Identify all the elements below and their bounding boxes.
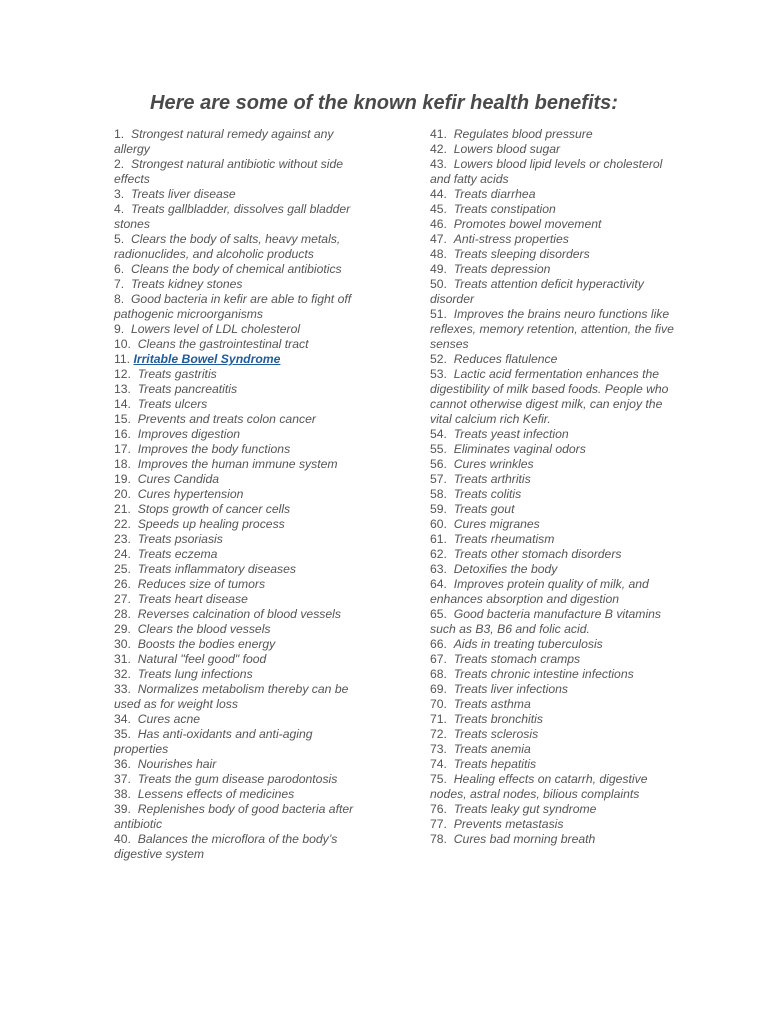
benefit-item (430, 772, 682, 802)
benefit-item (114, 802, 366, 832)
benefit-text: Reverses calcination of blood vessels (137, 607, 341, 621)
benefit-text: Treats gout (453, 502, 515, 516)
benefit-number: 1. (114, 127, 125, 141)
benefit-item (114, 202, 366, 232)
benefit-number: 72. (430, 727, 447, 741)
benefit-number: 8. (114, 292, 125, 306)
benefit-item (430, 142, 682, 157)
benefit-text: Treats kidney stones (130, 277, 243, 291)
benefit-item (430, 607, 682, 637)
benefit-number: 38. (114, 787, 131, 801)
benefit-text: Treats liver infections (453, 682, 568, 696)
benefit-number: 47. (430, 232, 447, 246)
benefit-text: Normalizes metabolism thereby can be used as for weight loss (114, 682, 349, 711)
benefit-number: 45. (430, 202, 447, 216)
benefit-item (430, 532, 682, 547)
benefit-number: 15. (114, 412, 131, 426)
benefit-item (114, 322, 366, 337)
benefit-text: Improves digestion (137, 427, 241, 441)
benefit-item (114, 757, 366, 772)
benefit-number: 4. (114, 202, 125, 216)
benefit-item (114, 832, 366, 862)
benefit-text: Treats arthritis (453, 472, 531, 486)
benefit-text: Cures bad morning breath (453, 832, 596, 846)
benefit-item (114, 577, 366, 592)
benefit-text: Balances the microflora of the body’s digestive system (114, 832, 338, 861)
benefit-text: Eliminates vaginal odors (453, 442, 586, 456)
benefit-item (430, 832, 682, 847)
benefit-item (114, 517, 366, 532)
benefit-text: Treats sleeping disorders (453, 247, 590, 261)
benefit-item (430, 187, 682, 202)
benefit-text: Good bacteria in kefir are able to fight off pathogenic microorganisms (114, 292, 352, 321)
benefit-item (430, 517, 682, 532)
benefit-number: 16. (114, 427, 131, 441)
benefit-item (430, 157, 682, 187)
benefit-text: Cures migranes (453, 517, 540, 531)
benefit-number: 75. (430, 772, 447, 786)
benefit-number: 3. (114, 187, 125, 201)
benefit-number: 12. (114, 367, 131, 381)
benefit-number: 20. (114, 487, 131, 501)
benefit-item (430, 277, 682, 307)
benefit-number: 65. (430, 607, 447, 621)
benefit-number: 43. (430, 157, 447, 171)
benefit-item (114, 412, 366, 427)
benefit-text: Treats colitis (453, 487, 522, 501)
benefit-number: 67. (430, 652, 447, 666)
benefit-item (114, 367, 366, 382)
benefit-item (114, 712, 366, 727)
benefit-item (114, 607, 366, 622)
benefit-text: Treats rheumatism (453, 532, 555, 546)
benefit-text: Speeds up healing process (137, 517, 285, 531)
benefit-number: 14. (114, 397, 131, 411)
benefit-number: 11. (114, 352, 131, 366)
benefit-number: 58. (430, 487, 447, 501)
benefit-text: Treats constipation (453, 202, 556, 216)
benefit-item (114, 652, 366, 667)
benefit-text: Treats hepatitis (453, 757, 537, 771)
benefit-number: 17. (114, 442, 131, 456)
benefit-text: Treats the gum disease parodontosis (137, 772, 338, 786)
benefit-number: 56. (430, 457, 447, 471)
benefit-number: 46. (430, 217, 447, 231)
benefit-item (430, 427, 682, 442)
benefit-number: 2. (114, 157, 125, 171)
benefit-text: Reduces flatulence (453, 352, 558, 366)
benefit-item (430, 682, 682, 697)
benefit-text: Lowers blood lipid levels or cholesterol and fatty acids (430, 157, 663, 186)
benefit-number: 66. (430, 637, 447, 651)
benefit-number: 37. (114, 772, 131, 786)
benefit-text: Treats gastritis (137, 367, 217, 381)
benefit-number: 52. (430, 352, 447, 366)
benefit-item (430, 472, 682, 487)
benefit-text: Treats anemia (453, 742, 531, 756)
benefit-item (114, 397, 366, 412)
benefit-number: 62. (430, 547, 447, 561)
benefit-item (430, 502, 682, 517)
benefit-item (430, 202, 682, 217)
benefit-text: Treats leaky gut syndrome (453, 802, 597, 816)
benefit-item (114, 727, 366, 757)
benefit-text: Prevents metastasis (453, 817, 564, 831)
benefit-item (430, 742, 682, 757)
benefit-text: Treats chronic intestine infections (453, 667, 634, 681)
benefits-list-right (430, 127, 682, 847)
benefit-item (430, 232, 682, 247)
benefit-text: Treats asthma (453, 697, 531, 711)
benefit-number: 74. (430, 757, 447, 771)
benefit-number: 40. (114, 832, 131, 846)
benefit-item (430, 757, 682, 772)
benefit-number: 68. (430, 667, 447, 681)
benefit-item (430, 712, 682, 727)
benefit-text: Treats bronchitis (453, 712, 543, 726)
benefit-number: 59. (430, 502, 447, 516)
benefit-number: 76. (430, 802, 447, 816)
benefit-text: Treats yeast infection (453, 427, 569, 441)
benefit-number: 25. (114, 562, 131, 576)
benefit-item (430, 577, 682, 607)
benefit-text: Prevents and treats colon cancer (137, 412, 316, 426)
benefit-text: Improves the brains neuro functions like reflexes, memory retention, attention, the five senses (430, 307, 674, 351)
benefit-text: Treats ulcers (137, 397, 208, 411)
page-title: Here are some of the known kefir health benefits: (150, 92, 618, 114)
benefit-item (114, 352, 366, 367)
benefit-text: Treats attention deficit hyperactivity disorder (430, 277, 644, 306)
benefit-item (114, 682, 366, 712)
benefit-text: Natural "feel good" food (137, 652, 267, 666)
benefit-number: 39. (114, 802, 131, 816)
benefit-item (114, 532, 366, 547)
benefit-text: Strongest natural antibiotic without side effects (114, 157, 344, 186)
benefit-number: 30. (114, 637, 131, 651)
benefit-item (430, 547, 682, 562)
benefit-text: Stops growth of cancer cells (137, 502, 291, 516)
benefit-text: Nourishes hair (137, 757, 217, 771)
benefit-item (114, 457, 366, 472)
benefit-number: 7. (114, 277, 125, 291)
benefit-item (430, 667, 682, 682)
benefit-link[interactable]: Irritable Bowel Syndrome (133, 352, 281, 366)
benefit-text: Treats sclerosis (453, 727, 539, 741)
benefit-text: Replenishes body of good bacteria after antibiotic (114, 802, 354, 831)
benefit-text: Regulates blood pressure (453, 127, 593, 141)
benefit-number: 18. (114, 457, 131, 471)
benefit-text: Treats eczema (137, 547, 218, 561)
benefit-item (430, 352, 682, 367)
benefit-number: 60. (430, 517, 447, 531)
benefit-text: Cures hypertension (137, 487, 244, 501)
benefit-number: 51. (430, 307, 447, 321)
benefit-number: 73. (430, 742, 447, 756)
benefit-text: Cures acne (137, 712, 201, 726)
benefit-item (430, 817, 682, 832)
benefit-item (430, 307, 682, 352)
benefit-item (430, 637, 682, 652)
benefit-text: Lowers level of LDL cholesterol (130, 322, 301, 336)
benefit-number: 54. (430, 427, 447, 441)
benefit-item (114, 622, 366, 637)
benefit-number: 78. (430, 832, 447, 846)
benefit-item (430, 487, 682, 502)
benefit-number: 70. (430, 697, 447, 711)
benefit-text: Clears the body of salts, heavy metals, radionuclides, and alcoholic products (114, 232, 341, 261)
benefit-text: Strongest natural remedy against any allergy (114, 127, 334, 156)
benefit-item (430, 727, 682, 742)
benefit-text: Cures wrinkles (453, 457, 534, 471)
benefit-number: 32. (114, 667, 131, 681)
benefit-number: 22. (114, 517, 131, 531)
benefit-number: 27. (114, 592, 131, 606)
benefit-number: 23. (114, 532, 131, 546)
benefit-text: Clears the blood vessels (137, 622, 271, 636)
benefit-item (114, 262, 366, 277)
benefit-number: 31. (114, 652, 131, 666)
benefit-item (114, 562, 366, 577)
benefit-text: Treats inflammatory diseases (137, 562, 296, 576)
benefit-item (114, 667, 366, 682)
benefit-number: 29. (114, 622, 131, 636)
benefit-text: Cleans the gastrointestinal tract (137, 337, 309, 351)
benefit-item (114, 232, 366, 262)
benefit-text: Improves protein quality of milk, and enhances absorption and digestion (430, 577, 649, 606)
benefit-number: 35. (114, 727, 131, 741)
benefit-number: 50. (430, 277, 447, 291)
benefit-item (430, 262, 682, 277)
benefit-text: Treats pancreatitis (137, 382, 238, 396)
benefit-number: 41. (430, 127, 447, 141)
benefit-item (430, 217, 682, 232)
benefit-text: Treats other stomach disorders (453, 547, 622, 561)
benefit-item (430, 367, 682, 427)
benefit-item (430, 652, 682, 667)
benefit-item (114, 592, 366, 607)
benefit-number: 44. (430, 187, 447, 201)
benefit-item (114, 337, 366, 352)
benefit-text: Cleans the body of chemical antibiotics (130, 262, 342, 276)
benefit-item (430, 697, 682, 712)
benefit-text: Treats liver disease (130, 187, 236, 201)
benefit-text: Anti-stress properties (453, 232, 569, 246)
benefit-number: 10. (114, 337, 131, 351)
benefit-item (430, 247, 682, 262)
benefit-text: Promotes bowel movement (453, 217, 602, 231)
benefit-number: 69. (430, 682, 447, 696)
benefit-item (114, 637, 366, 652)
benefit-number: 24. (114, 547, 131, 561)
benefit-text: Lactic acid fermentation enhances the digestibility of milk based foods. People who cannot otherwise digest milk, can enjoy the vital calcium rich Kefir. (430, 367, 669, 426)
benefit-item (430, 562, 682, 577)
benefit-text: Treats heart disease (137, 592, 248, 606)
benefit-item (114, 502, 366, 517)
benefit-number: 13. (114, 382, 131, 396)
benefit-text: Treats stomach cramps (453, 652, 581, 666)
benefit-number: 63. (430, 562, 447, 576)
benefit-number: 26. (114, 577, 131, 591)
benefit-number: 57. (430, 472, 447, 486)
benefit-number: 71. (430, 712, 447, 726)
benefit-text: Lessens effects of medicines (137, 787, 295, 801)
benefit-number: 21. (114, 502, 131, 516)
benefit-text: Aids in treating tuberculosis (453, 637, 603, 651)
benefit-number: 61. (430, 532, 447, 546)
benefit-number: 19. (114, 472, 131, 486)
benefit-item (114, 187, 366, 202)
benefit-item (114, 382, 366, 397)
benefit-text: Has anti-oxidants and anti-aging properties (114, 727, 313, 756)
benefit-text: Improves the body functions (137, 442, 291, 456)
benefit-item (114, 772, 366, 787)
benefit-item (430, 442, 682, 457)
benefit-item (114, 292, 366, 322)
benefit-number: 53. (430, 367, 447, 381)
benefit-number: 9. (114, 322, 125, 336)
benefit-text: Boosts the bodies energy (137, 637, 276, 651)
benefit-item (114, 472, 366, 487)
benefit-item (430, 457, 682, 472)
benefit-item (114, 127, 366, 157)
benefit-number: 28. (114, 607, 131, 621)
benefit-number: 48. (430, 247, 447, 261)
benefit-item (430, 802, 682, 817)
benefit-item (114, 157, 366, 187)
benefit-item (114, 427, 366, 442)
benefit-item (430, 127, 682, 142)
benefit-number: 6. (114, 262, 125, 276)
benefit-text: Good bacteria manufacture B vitamins such as B3, B6 and folic acid. (430, 607, 662, 636)
benefits-list-left (114, 127, 366, 862)
benefit-text: Improves the human immune system (137, 457, 338, 471)
benefit-text: Treats psoriasis (137, 532, 223, 546)
benefit-number: 33. (114, 682, 131, 696)
benefit-text: Lowers blood sugar (453, 142, 561, 156)
benefit-text: Treats depression (453, 262, 551, 276)
benefit-number: 64. (430, 577, 447, 591)
benefit-number: 34. (114, 712, 131, 726)
benefit-text: Treats gallbladder, dissolves gall bladder stones (114, 202, 351, 231)
benefit-text: Reduces size of tumors (137, 577, 266, 591)
benefit-number: 49. (430, 262, 447, 276)
benefit-number: 77. (430, 817, 447, 831)
benefit-text: Treats lung infections (137, 667, 253, 681)
benefit-item (114, 277, 366, 292)
benefit-number: 55. (430, 442, 447, 456)
benefit-number: 5. (114, 232, 125, 246)
benefit-item (114, 787, 366, 802)
benefit-text: Treats diarrhea (453, 187, 536, 201)
benefit-text: Detoxifies the body (453, 562, 558, 576)
benefit-item (114, 547, 366, 562)
benefit-text: Cures Candida (137, 472, 220, 486)
benefit-item (114, 487, 366, 502)
benefit-number: 42. (430, 142, 447, 156)
benefit-number: 36. (114, 757, 131, 771)
benefit-item (114, 442, 366, 457)
benefit-text: Healing effects on catarrh, digestive nodes, astral nodes, bilious complaints (430, 772, 648, 801)
